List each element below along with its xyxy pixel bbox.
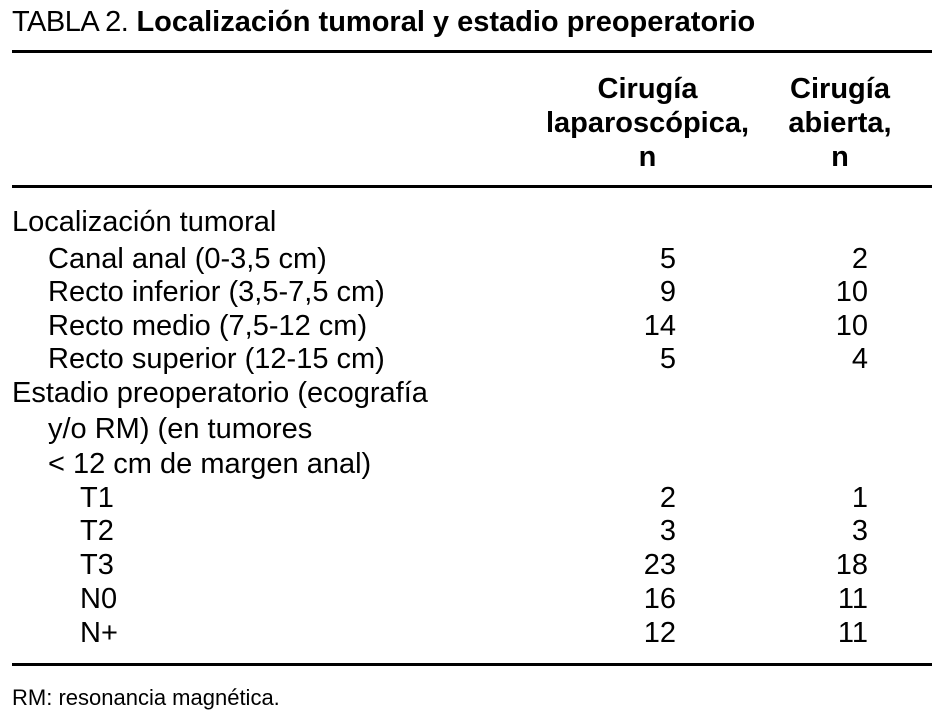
open-value: 3 <box>851 515 868 547</box>
open-value: 4 <box>851 343 868 375</box>
open-value: 18 <box>835 549 868 581</box>
open-value: 11 <box>837 583 868 615</box>
open-value: 10 <box>835 276 868 308</box>
laparoscopic-value: 3 <box>659 515 676 547</box>
header-rule <box>12 185 932 188</box>
row-label: Estadio preoperatorio (ecografía <box>12 377 428 409</box>
table-row <box>12 447 932 481</box>
row-label: Canal anal (0-3,5 cm) <box>48 243 327 275</box>
row-label: < 12 cm de margen anal) <box>48 448 372 480</box>
table-caption: Localización tumoral y estadio preoperatorio <box>136 6 756 38</box>
bottom-rule <box>12 663 932 666</box>
table-number: TABLA 2. <box>12 6 129 38</box>
table-row <box>12 412 932 446</box>
top-rule <box>12 50 932 53</box>
laparoscopic-value: 16 <box>643 583 676 615</box>
open-value: 1 <box>851 482 868 514</box>
laparoscopic-value: 14 <box>643 310 676 342</box>
row-label: y/o RM) (en tumores <box>48 413 313 445</box>
open-value: 11 <box>837 617 868 649</box>
table-row <box>12 481 932 515</box>
open-value: 2 <box>851 243 868 275</box>
table-row <box>12 275 932 309</box>
table-row <box>12 514 932 548</box>
laparoscopic-value: 12 <box>643 617 676 649</box>
table-row <box>12 582 932 616</box>
row-label: T3 <box>80 549 114 581</box>
row-label: Recto superior (12-15 cm) <box>48 343 385 375</box>
laparoscopic-value: 23 <box>643 549 676 581</box>
laparoscopic-value: 2 <box>659 482 676 514</box>
row-label: N0 <box>80 583 118 615</box>
table-row <box>12 242 932 276</box>
table-row <box>12 616 932 650</box>
table-title <box>12 2 755 42</box>
row-label: T1 <box>80 482 114 514</box>
row-label: Recto inferior (3,5-7,5 cm) <box>48 276 385 308</box>
table-row <box>12 205 932 239</box>
table-row <box>12 376 932 410</box>
laparoscopic-value: 5 <box>659 243 676 275</box>
table-footnote: RM: resonancia magnética. <box>12 685 280 710</box>
open-value: 10 <box>835 310 868 342</box>
column-header-laparoscopic: Cirugía laparoscópica, n <box>545 73 750 173</box>
row-label: T2 <box>80 515 114 547</box>
column-header-open: Cirugía abierta, n <box>788 73 892 173</box>
row-label: N+ <box>80 617 118 649</box>
row-label: Recto medio (7,5-12 cm) <box>48 310 368 342</box>
laparoscopic-value: 9 <box>659 276 676 308</box>
row-label: Localización tumoral <box>12 206 277 238</box>
table-row <box>12 342 932 376</box>
laparoscopic-value: 5 <box>659 343 676 375</box>
table-row <box>12 548 932 582</box>
table-row <box>12 309 932 343</box>
